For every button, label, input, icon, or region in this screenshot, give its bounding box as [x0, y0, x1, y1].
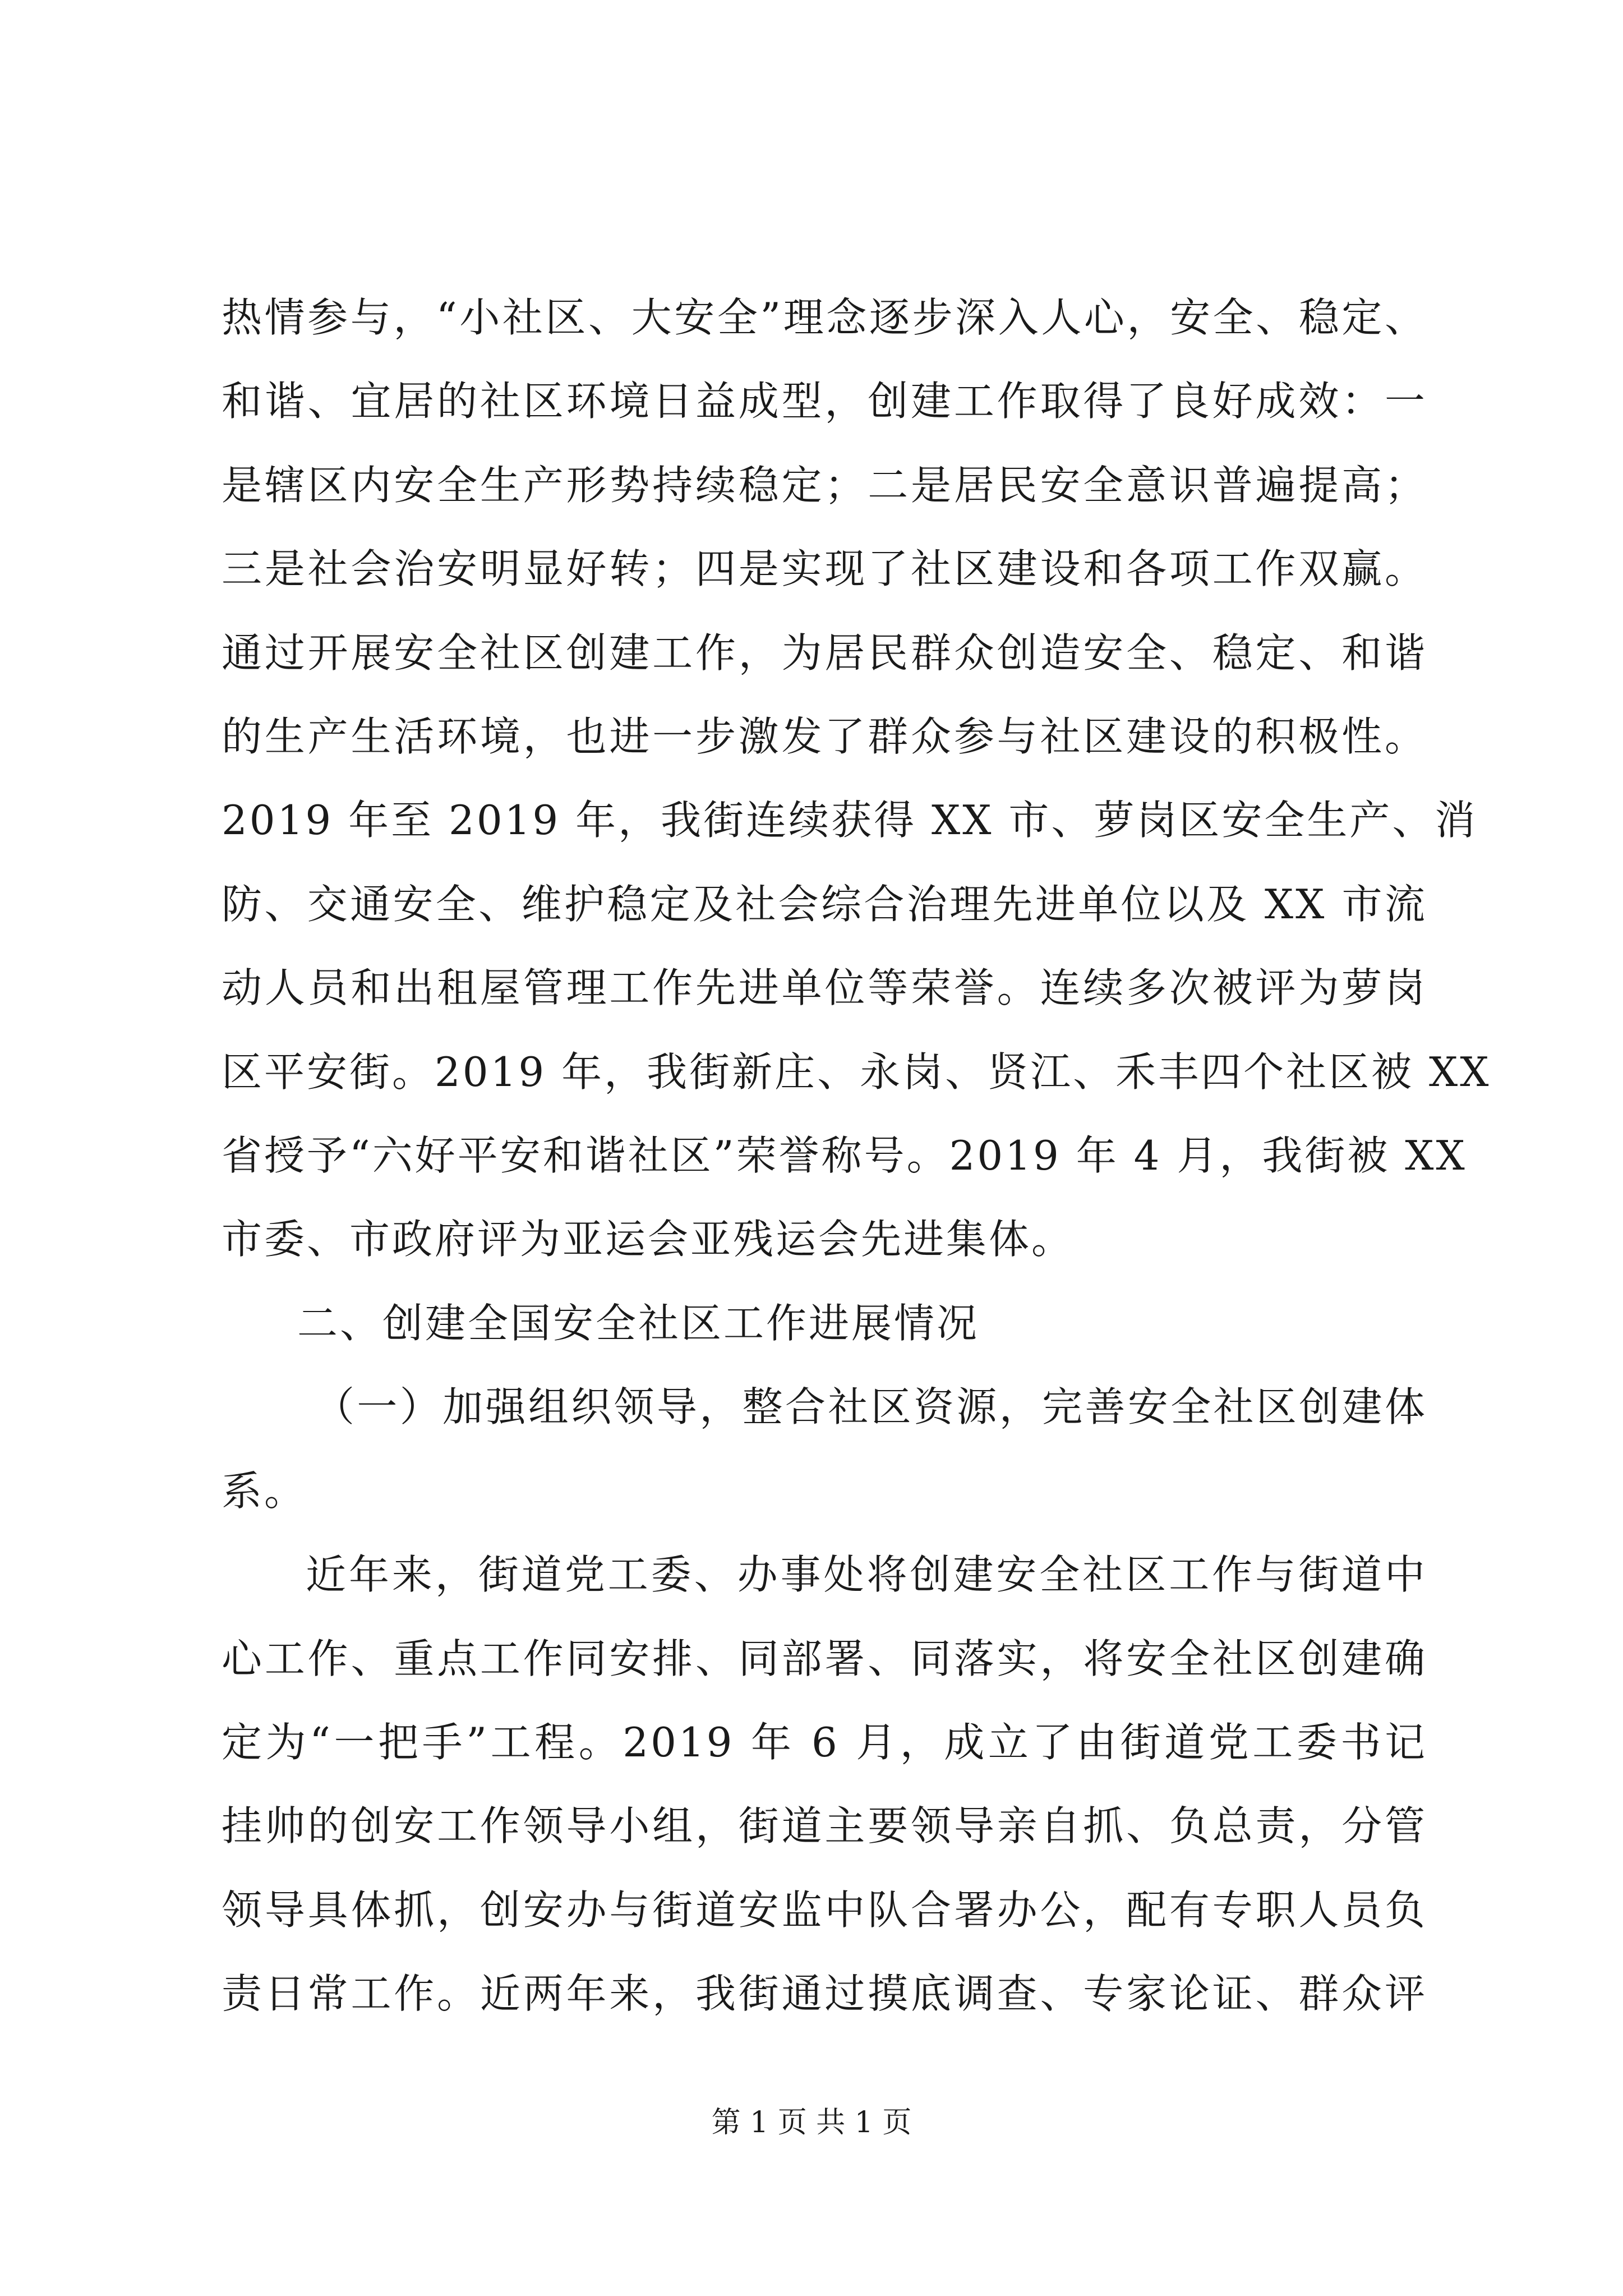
text-line-21: 责日常工作。近两年来，我街通过摸底调查、专家论证、群众评 [222, 1970, 1427, 2017]
text-line-18: 定为“一把手”工程。2019 年 6 月，成立了由街道党工委书记 [222, 1719, 1427, 1766]
text-line-17: 心工作、重点工作同安排、同部署、同落实，将安全社区创建确 [222, 1635, 1427, 1682]
subsection-heading-line-1: （一）加强组织领导，整合社区资源，完善安全社区创建体 [314, 1383, 1427, 1430]
text-line-4: 三是社会治安明显好转；四是实现了社区建设和各项工作双赢。 [222, 545, 1427, 592]
text-line-8: 防、交通安全、维护稳定及社会综合治理先进单位以及 XX 市流 [222, 881, 1427, 928]
text-line-20: 领导具体抓，创安办与街道安监中队合署办公，配有专职人员负 [222, 1887, 1427, 1934]
text-line-12: 市委、市政府评为亚运会亚残运会先进集体。 [222, 1216, 1075, 1263]
text-line-10: 区平安街。2019 年，我街新庄、永岗、贤江、禾丰四个社区被 XX [222, 1048, 1491, 1096]
text-line-3: 是辖区内安全生产形势持续稳定；二是居民安全意识普遍提高； [222, 462, 1427, 509]
text-line-1: 热情参与，“小社区、大安全”理念逐步深入人心，安全、稳定、 [222, 294, 1427, 341]
page-footer: 第 1 页 共 1 页 [711, 2106, 912, 2139]
text-line-2: 和谐、宜居的社区环境日益成型，创建工作取得了良好成效：一 [222, 378, 1427, 425]
text-line-19: 挂帅的创安工作领导小组，街道主要领导亲自抓、负总责，分管 [222, 1802, 1427, 1849]
text-line-7: 2019 年至 2019 年，我街连续获得 XX 市、萝岗区安全生产、消 [222, 797, 1478, 844]
subsection-heading-line-2: 系。 [222, 1467, 307, 1515]
text-line-6: 的生产生活环境，也进一步激发了群众参与社区建设的积极性。 [222, 713, 1427, 760]
text-line-5: 通过开展安全社区创建工作，为居民群众创造安全、稳定、和谐 [222, 629, 1427, 677]
section-heading: 二、创建全国安全社区工作进展情况 [297, 1300, 980, 1347]
text-line-11: 省授予“六好平安和谐社区”荣誉称号。2019 年 4 月，我街被 XX [222, 1132, 1467, 1179]
text-line-16: 近年来，街道党工委、办事处将创建安全社区工作与街道中 [306, 1551, 1427, 1598]
text-line-9: 动人员和出租屋管理工作先进单位等荣誉。连续多次被评为萝岗 [222, 964, 1427, 1011]
